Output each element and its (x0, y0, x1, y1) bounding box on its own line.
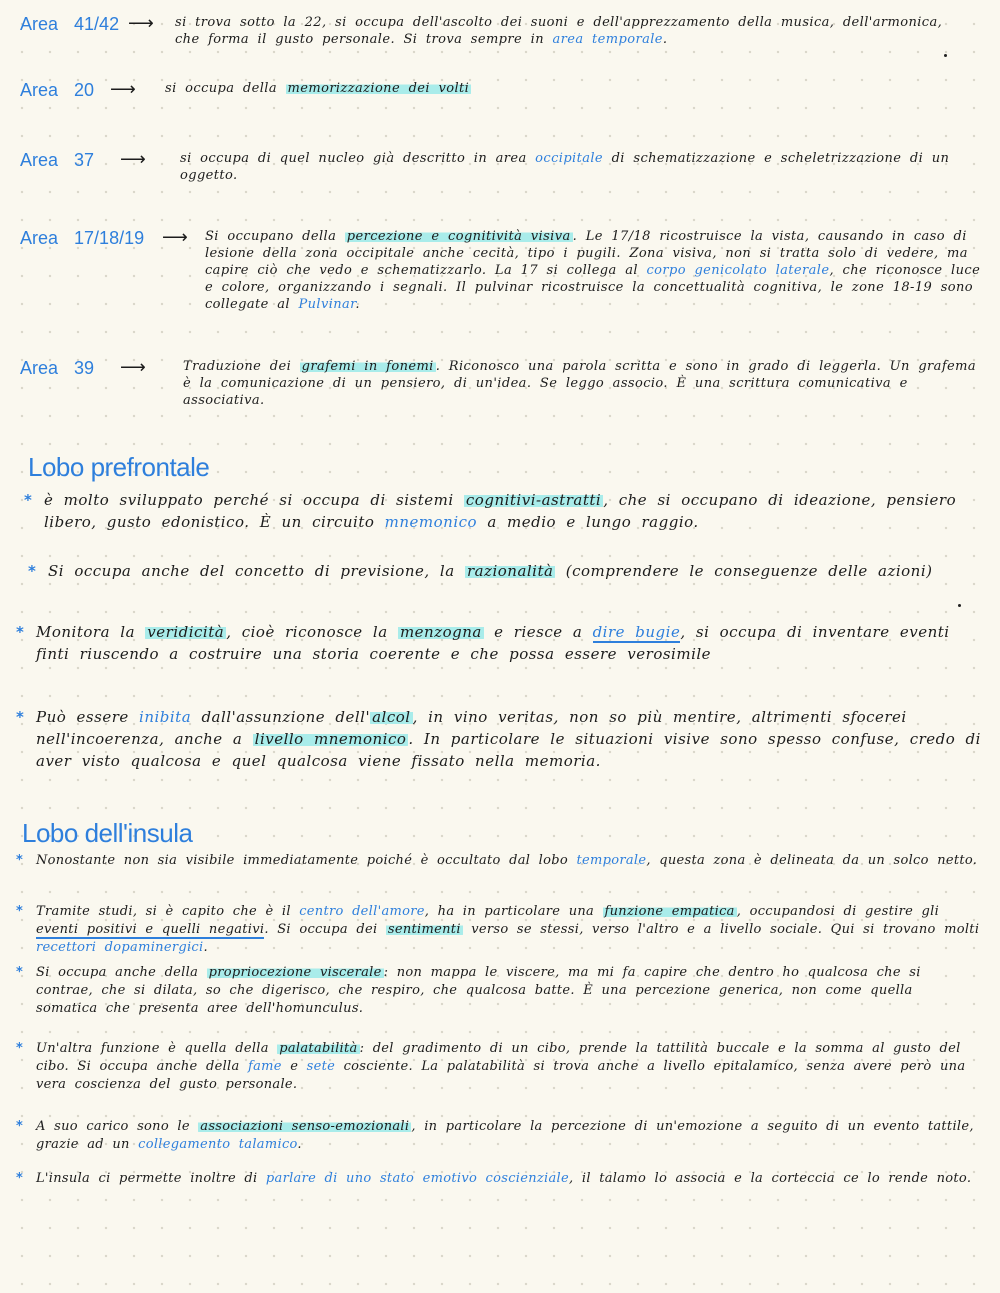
insula-bullet (16, 903, 981, 957)
highlighted-term: sentimenti (387, 922, 461, 937)
arrow-icon: ⟶ (162, 227, 188, 248)
asterisk-bullet-icon: * (16, 1119, 24, 1134)
key-term: corpo genicolato laterale (646, 263, 830, 278)
highlighted-term: associazioni senso-emozionali (200, 1119, 410, 1134)
insula-bullet (16, 1170, 981, 1188)
highlighted-term: propriocezione viscerale (208, 965, 382, 980)
text-run: di schematizzazione e scheletrizzazione di un oggetto. (180, 151, 950, 183)
area-description (183, 358, 983, 409)
text-run: Traduzione dei (183, 359, 300, 374)
pen-dot (958, 604, 961, 607)
text-run: . (662, 32, 668, 47)
key-term: collegamento talamico (138, 1137, 298, 1152)
text-run: , in particolare la percezione di un'emozione a seguito di un evento tattile, grazie ad un (36, 1119, 974, 1152)
key-term: dire bugie (592, 623, 681, 641)
key-term: centro dell'amore (299, 904, 425, 919)
text-run: Tramite studi, si è capito che è il (36, 904, 300, 919)
prefrontale-bullet (16, 706, 981, 772)
prefrontale-bullet (28, 560, 983, 582)
highlighted-term: grafemi in fonemi (301, 359, 434, 374)
area-label: Area 17/18/19 (20, 228, 145, 248)
text-run: a medio e lungo raggio. (477, 513, 699, 531)
text-run: verso se stessi, verso l'altro e a livello sociale. Qui si trovano molti (462, 922, 980, 937)
key-term: mnemonico (384, 513, 478, 531)
arrow-icon: ⟶ (120, 357, 146, 378)
text-run: , cioè riconosce la (226, 623, 398, 641)
text-run: , si occupa di inventare eventi finti riuscendo a costruire una storia coerente e che possa essere verosimile (36, 623, 950, 663)
text-run: Si occupano della (205, 229, 345, 244)
text-run: , ha in particolare una (424, 904, 603, 919)
key-term: Pulvinar (298, 297, 356, 312)
key-term: recettori dopaminergici (36, 940, 204, 955)
arrow-icon: ⟶ (120, 149, 146, 170)
text-run: si occupa della (165, 81, 286, 96)
text-run: . (297, 1137, 302, 1152)
text-run: e (281, 1059, 307, 1074)
key-term: area temporale (552, 32, 663, 47)
asterisk-bullet-icon: * (16, 965, 24, 980)
text-run: , in vino veritas, non so più mentire, altrimenti sfocerei nell'incoerenza, anche a (36, 708, 907, 748)
text-run: , questa zona è delineata da un solco netto. (646, 853, 978, 868)
area-description (175, 14, 975, 48)
asterisk-bullet-icon: * (16, 1041, 24, 1056)
highlighted-term: razionalità (466, 562, 554, 580)
text-run: e riesce a (483, 623, 593, 641)
text-run: : non mappa le viscere, ma mi fa capire che dentro ho qualcosa che si contrae, che si dilata, so che digerisco, che respiro, che qualcosa batte. È una percezione generica, non come quella somatica che presenta aree dell'homunculus. (36, 965, 921, 1016)
section-heading-insula: Lobo dell'insula (22, 818, 193, 848)
highlighted-term: percezione e cognitività visiva (346, 229, 571, 244)
asterisk-bullet-icon: * (16, 853, 24, 868)
highlighted-term: palatabilità (279, 1041, 358, 1056)
text-run: , che riconosce luce e colore, organizzando i segnali. Il pulvinar ricostruisce la concettualità cognitiva, le zone 18-19 sono collegate al (205, 263, 981, 312)
area-description (180, 150, 980, 184)
highlighted-term: memorizzazione dei volti (287, 81, 470, 96)
area-description (165, 80, 965, 97)
asterisk-bullet-icon: * (24, 491, 33, 509)
section-heading-prefrontale: Lobo prefrontale (28, 452, 210, 482)
key-term: occipitale (535, 151, 604, 166)
text-run: (comprendere le conseguenze delle azioni) (555, 562, 933, 580)
insula-bullet (16, 1118, 981, 1154)
text-run: , che si occupano di ideazione, pensiero libero, gusto edonistico. È un circuito (44, 491, 957, 531)
text-run: dall'assunzione dell' (191, 708, 371, 726)
key-term: inibita (139, 708, 192, 726)
text-run: . Riconosco una parola scritta e sono in grado di leggerla. Un grafema è la comunicazione di un pensiero, di un'idea. Se leggo associo. È una scrittura comunicativa e associativa. (183, 359, 977, 408)
insula-bullet (16, 1040, 981, 1094)
highlighted-term: alcol (372, 708, 411, 726)
text-run: Si occupa anche della (36, 965, 207, 980)
underlined-term: eventi positivi e quelli negativi (36, 922, 265, 937)
area-label: Area 41/42 (20, 14, 120, 34)
highlighted-term: livello mnemonico (254, 730, 407, 748)
text-run: . In particolare le situazioni visive sono spesso confuse, credo di aver visto qualcosa e quel qualcosa viene fissato nella memoria. (36, 730, 981, 770)
text-run: . Le 17/18 ricostruisce la vista, causando in caso di lesione della zona occipitale anche cecità, tipo i pugili. Zona visiva, non si tratta solo di vedere, ma capire ciò che vedo e schematizzarlo. La 17 si collega al (205, 229, 968, 278)
pen-dot (944, 54, 947, 57)
text-run: Si occupa anche del concetto di previsione, la (48, 562, 465, 580)
highlighted-term: funzione empatica (604, 904, 735, 919)
text-run: , occupandosi di gestire gli (736, 904, 940, 919)
area-label: Area 37 (20, 150, 95, 170)
arrow-icon: ⟶ (110, 79, 136, 100)
area-description (205, 228, 990, 313)
asterisk-bullet-icon: * (16, 708, 25, 726)
area-label: Area 39 (20, 358, 95, 378)
text-run: . (355, 297, 360, 312)
text-run: cosciente. La palatabilità si trova anche a livello epitalamico, senza avere però una vera coscienza del gusto personale. (36, 1059, 966, 1092)
arrow-icon: ⟶ (128, 13, 154, 34)
insula-bullet (16, 852, 981, 870)
prefrontale-bullet (24, 489, 979, 533)
text-run: Monitora la (36, 623, 146, 641)
text-run: : del gradimento di un cibo, prende la tattilità buccale e la somma al gusto del cibo. Si occupa anche della (36, 1041, 961, 1074)
text-run: L'insula ci permette inoltre di (36, 1171, 266, 1186)
key-term: sete (306, 1059, 336, 1074)
text-run: . Si occupa dei (264, 922, 386, 937)
key-term: parlare di uno stato emotivo coscienziale (265, 1171, 570, 1186)
text-run: . (203, 940, 208, 955)
asterisk-bullet-icon: * (16, 904, 24, 919)
prefrontale-bullet (16, 621, 981, 665)
asterisk-bullet-icon: * (16, 623, 25, 641)
area-label: Area 20 (20, 80, 95, 100)
key-term: temporale (576, 853, 647, 868)
highlighted-term: menzogna (399, 623, 482, 641)
text-run: Può essere (36, 708, 140, 726)
text-run: si trova sotto la 22, si occupa dell'ascolto dei suoni e dell'apprezzamento della musica, dell'armonica, che forma il gusto personale. Si trova sempre in (175, 15, 943, 47)
text-run: è molto sviluppato perché si occupa di sistemi (44, 491, 464, 509)
highlighted-term: cognitivi-astratti (465, 491, 602, 509)
asterisk-bullet-icon: * (28, 562, 37, 580)
text-run: Nonostante non sia visibile immediatamente poiché è occultato dal lobo (36, 853, 577, 868)
text-run: Un'altra funzione è quella della (36, 1041, 278, 1056)
key-term: fame (248, 1059, 282, 1074)
insula-bullet (16, 964, 981, 1018)
text-run: , il talamo lo associa e la corteccia ce lo rende noto. (569, 1171, 972, 1186)
text-run: A suo carico sono le (36, 1119, 199, 1134)
highlighted-term: veridicità (147, 623, 225, 641)
asterisk-bullet-icon: * (16, 1171, 24, 1186)
text-run: si occupa di quel nucleo già descritto in area (180, 151, 536, 166)
